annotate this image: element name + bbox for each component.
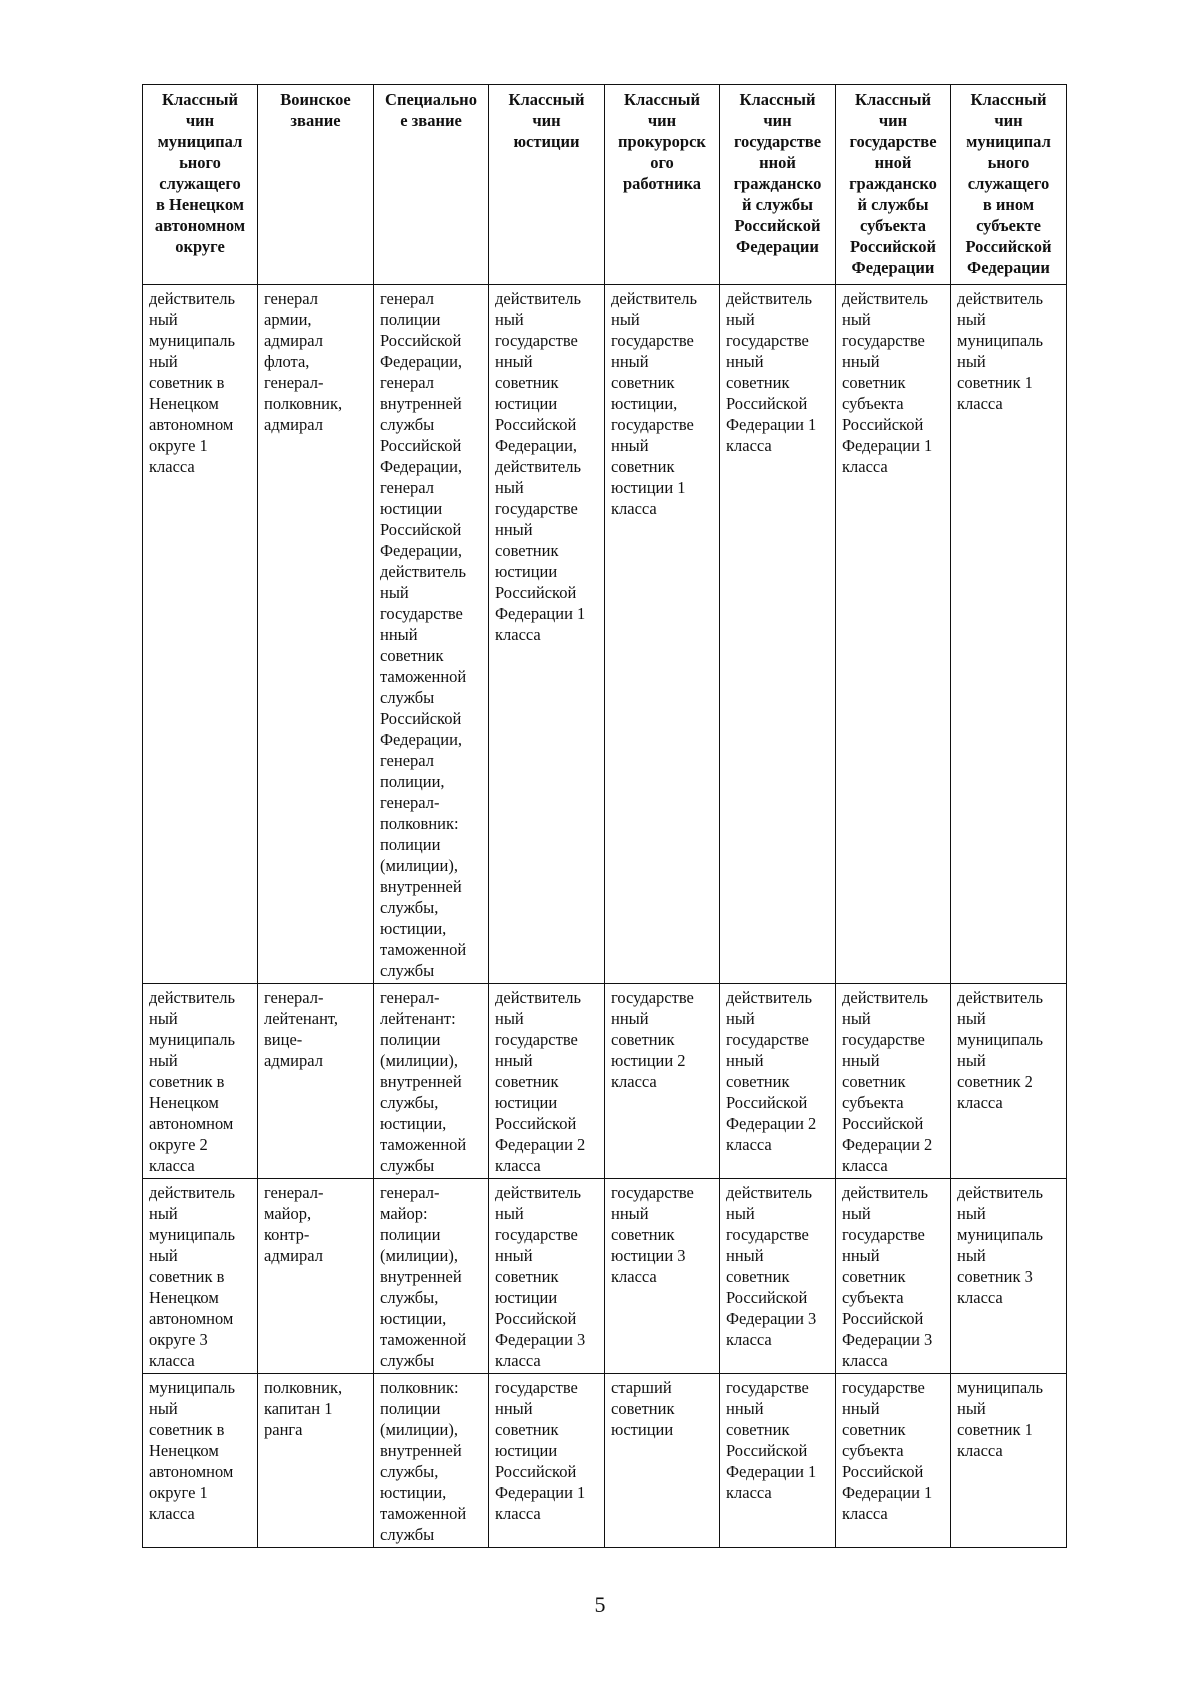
table-cell: полковник: полиции (милиции), внутренней службы, юстиции, таможенной службы [374, 1374, 489, 1548]
header-cell: Специально е звание [374, 85, 489, 285]
header-cell: Классный чин государстве нной гражданско й службы Российской Федерации [720, 85, 836, 285]
table-cell: действитель ный государстве нный советник Российской Федерации 3 класса [720, 1179, 836, 1374]
table-cell: действитель ный государстве нный советник субъекта Российской Федерации 1 класса [836, 285, 951, 984]
table-cell: генерал- майор, контр- адмирал [258, 1179, 374, 1374]
table-cell: генерал полиции Российской Федерации, генерал внутренней службы Российской Федерации, генерал юстиции Российской Федерации, действитель ный государстве нный советник таможенной службы Российской Федерации, генерал полиции, генерал- полковник: полиции (милиции), внутренней службы, юстиции, таможенной службы [374, 285, 489, 984]
table-cell: действитель ный муниципаль ный советник 1 класса [951, 285, 1067, 984]
table-cell: действитель ный государстве нный советник юстиции Российской Федерации, действитель ный государстве нный советник юстиции Российской Федерации 1 класса [489, 285, 605, 984]
table-cell: действитель ный муниципаль ный советник в Ненецком автономном округе 3 класса [143, 1179, 258, 1374]
header-cell: Классный чин юстиции [489, 85, 605, 285]
table-row [143, 1374, 1067, 1548]
page-number: 5 [594, 1592, 606, 1617]
rank-correspondence-table [142, 84, 1067, 1548]
header-cell: Классный чин прокурорск ого работника [605, 85, 720, 285]
table-cell: действитель ный государстве нный советник юстиции Российской Федерации 3 класса [489, 1179, 605, 1374]
table-cell: действитель ный муниципаль ный советник 3 класса [951, 1179, 1067, 1374]
table-cell: действитель ный муниципаль ный советник в Ненецком автономном округе 1 класса [143, 285, 258, 984]
table-cell: генерал- лейтенант: полиции (милиции), внутренней службы, юстиции, таможенной службы [374, 984, 489, 1179]
table-cell: действитель ный государстве нный советник Российской Федерации 2 класса [720, 984, 836, 1179]
header-row [143, 85, 1067, 285]
table-cell: генерал- лейтенант, вице- адмирал [258, 984, 374, 1179]
table-cell: действитель ный муниципаль ный советник в Ненецком автономном округе 2 класса [143, 984, 258, 1179]
table-cell: старший советник юстиции [605, 1374, 720, 1548]
table-cell: государстве нный советник юстиции Российской Федерации 1 класса [489, 1374, 605, 1548]
table-cell: действитель ный государстве нный советник юстиции, государстве нный советник юстиции 1 класса [605, 285, 720, 984]
table-cell: действитель ный государстве нный советник субъекта Российской Федерации 2 класса [836, 984, 951, 1179]
table-row [143, 984, 1067, 1179]
table-cell: генерал армии, адмирал флота, генерал- полковник, адмирал [258, 285, 374, 984]
table-cell: действитель ный государстве нный советник Российской Федерации 1 класса [720, 285, 836, 984]
table-cell: муниципаль ный советник в Ненецком автономном округе 1 класса [143, 1374, 258, 1548]
table-cell: государстве нный советник Российской Федерации 1 класса [720, 1374, 836, 1548]
table-row [143, 285, 1067, 984]
table-row [143, 1179, 1067, 1374]
table-cell: генерал- майор: полиции (милиции), внутренней службы, юстиции, таможенной службы [374, 1179, 489, 1374]
table-cell: муниципаль ный советник 1 класса [951, 1374, 1067, 1548]
table-cell: государстве нный советник юстиции 3 класса [605, 1179, 720, 1374]
table-cell: государстве нный советник юстиции 2 класса [605, 984, 720, 1179]
table-cell: действитель ный государстве нный советник юстиции Российской Федерации 2 класса [489, 984, 605, 1179]
header-cell: Классный чин государстве нной гражданско й службы субъекта Российской Федерации [836, 85, 951, 285]
table-cell: действитель ный государстве нный советник субъекта Российской Федерации 3 класса [836, 1179, 951, 1374]
header-cell: Классный чин муниципал ьного служащего в ином субъекте Российской Федерации [951, 85, 1067, 285]
table-cell: действитель ный муниципаль ный советник 2 класса [951, 984, 1067, 1179]
table-cell: государстве нный советник субъекта Российской Федерации 1 класса [836, 1374, 951, 1548]
table-cell: полковник, капитан 1 ранга [258, 1374, 374, 1548]
header-cell: Воинское звание [258, 85, 374, 285]
header-cell: Классный чин муниципал ьного служащего в Ненецком автономном округе [143, 85, 258, 285]
